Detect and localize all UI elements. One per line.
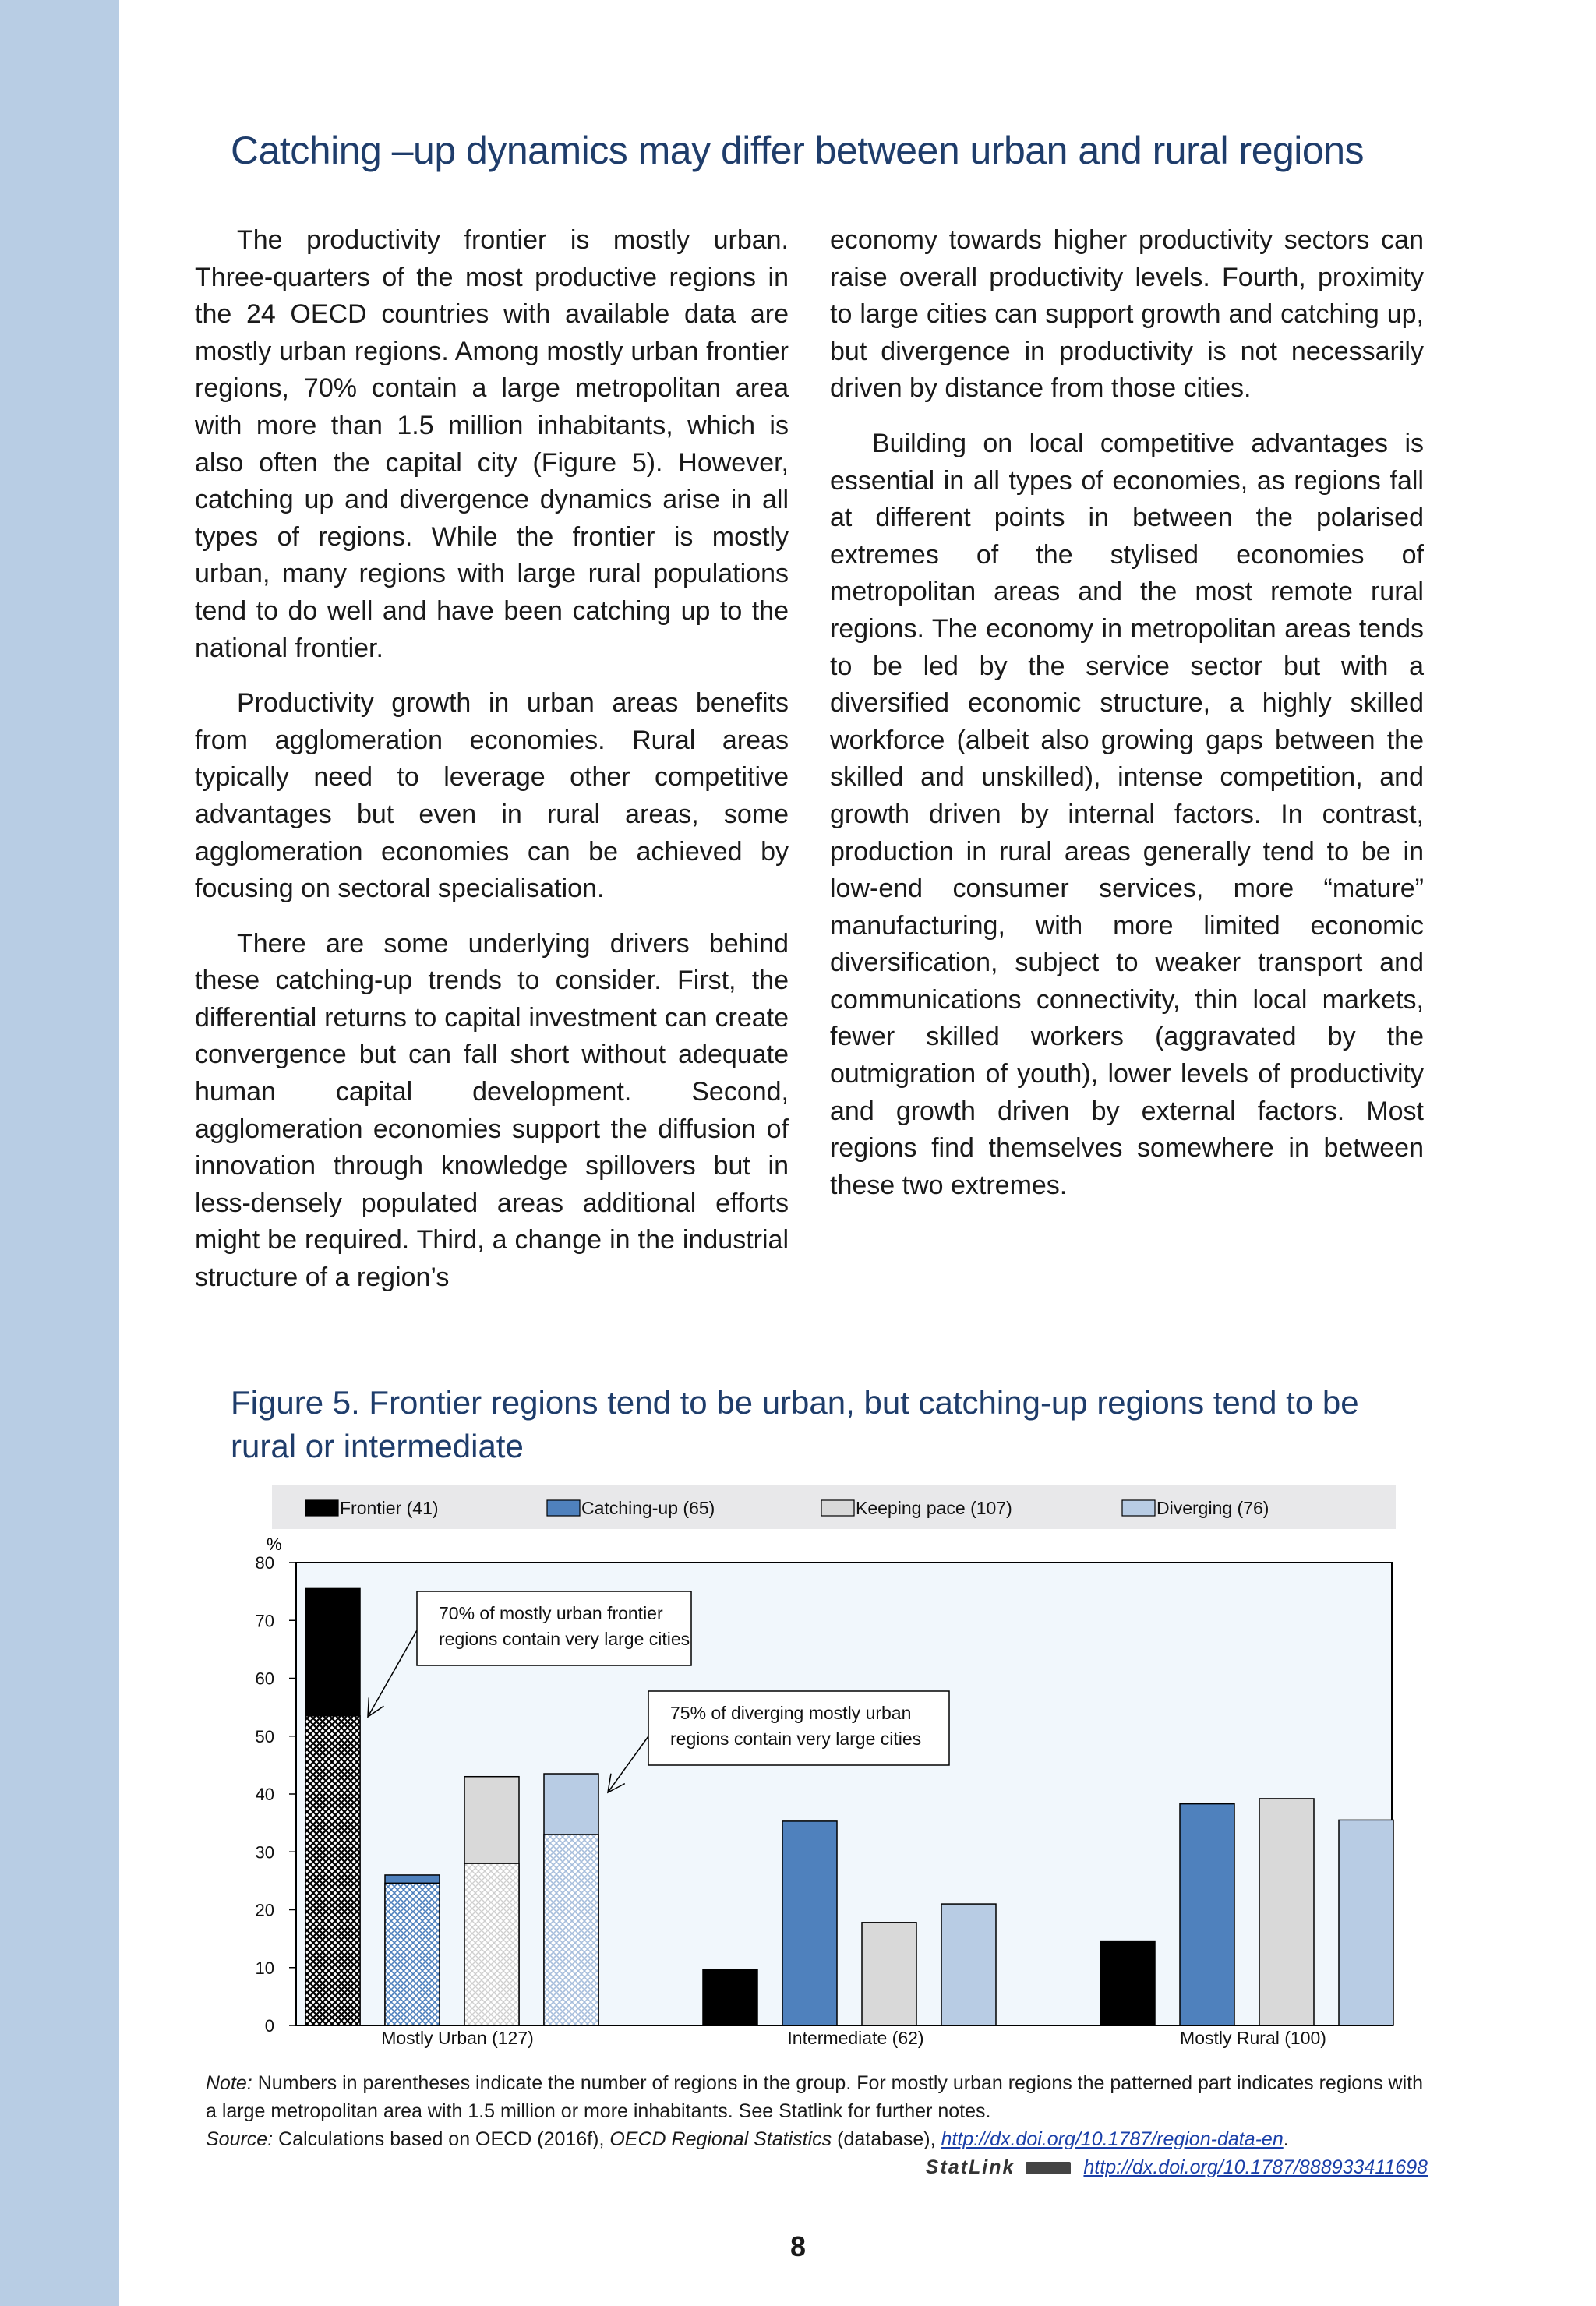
note-label: Note: — [206, 2072, 252, 2094]
legend-label: Catching-up (65) — [581, 1498, 715, 1518]
y-tick-label: 10 — [255, 1958, 274, 1978]
x-axis — [381, 2028, 1326, 2048]
legend-swatch — [305, 1500, 338, 1516]
y-tick-label: 20 — [255, 1900, 274, 1920]
source-end: . — [1283, 2128, 1289, 2150]
left-paragraph-1: The productivity frontier is mostly urban. Three-quarters of the most productive regions in the 24 OECD countries with available data are mostly urban regions. Among mostly urban frontier regions, 70% contain a large metropolitan area with more than 1.5 million inhabitants, which is also often the capital city (Figure 5). However, catching up and divergence dynamics arise in all types of regions. While the frontier is mostly urban, many regions with large rural populations tend to do well and have been catching up to the national frontier. — [195, 225, 789, 663]
y-axis-label: % — [267, 1534, 282, 1554]
legend-swatch — [821, 1500, 854, 1516]
bar — [1100, 1941, 1155, 2025]
y-tick-label: 70 — [255, 1611, 274, 1631]
left-column — [195, 222, 789, 1315]
bar-chart — [210, 1478, 1403, 2051]
bar — [782, 1821, 837, 2025]
source-database-name: OECD Regional Statistics — [609, 2128, 832, 2150]
source-label: Source: — [206, 2128, 274, 2150]
annotation-text: regions contain very large cities — [670, 1729, 922, 1749]
legend-swatch — [1122, 1500, 1155, 1516]
statlink-line — [206, 2153, 1428, 2181]
statlink-label: StatLink — [925, 2156, 1015, 2178]
right-paragraph-2: Building on local competitive advantages is essential in all types of economies, as regions fall at different points in between the polarised extremes of the stylised economies of metropolitan areas and the most remote rural regions. The economy in metropolitan areas tends to be led by the service sector but with a diversified economic structure, a highly skilled workforce (albeit also growing gaps between the skilled and unskilled), intense competition, and growth driven by internal factors. In contrast, production in rural areas generally tend to be in low-end consumer services, more “mature” manufacturing, with more limited economic diversification, subject to weaker transport and communications connectivity, thin local markets, fewer skilled workers (aggravated by the outmigration of youth), lower levels of productivity and growth driven by external factors. Most regions find themselves somewhere in between these two extremes. — [830, 428, 1424, 1200]
note-text: Numbers in parentheses indicate the number of regions in the group. For mostly urban regions the patterned part indicates regions with a large metropolitan area with 1.5 million or more inhabitants. See Statlink for further notes. — [206, 2072, 1423, 2122]
y-tick-label: 30 — [255, 1842, 274, 1863]
left-paragraph-3: There are some underlying drivers behind these catching-up trends to consider. First, the differential returns to capital investment can create convergence but can fall short without adequate human capital development. Second, agglomeration economies support the diffusion of innovation through knowledge spillovers but in less-densely populated areas additional efforts might be required. Third, a change in the industrial structure of a region’s — [195, 928, 789, 1293]
x-category-label: Mostly Urban (127) — [381, 2028, 534, 2048]
bar-large-city-part — [385, 1883, 440, 2025]
bar — [1180, 1804, 1234, 2025]
right-column — [830, 222, 1424, 1222]
legend-label: Keeping pace (107) — [856, 1498, 1012, 1518]
note-line — [206, 2069, 1437, 2125]
side-band — [0, 0, 119, 2306]
annotation-text: regions contain very large cities — [439, 1629, 690, 1649]
figure-title: Figure 5. Frontier regions tend to be urban, but catching-up regions tend to be rural or intermediate — [231, 1384, 1359, 1464]
page-number: 8 — [789, 2230, 807, 2262]
y-tick-label: 80 — [255, 1553, 274, 1573]
source-text-before: Calculations based on OECD (2016f), — [273, 2128, 610, 2150]
bar — [703, 1969, 757, 2025]
annotation-text: 75% of diverging mostly urban — [670, 1703, 912, 1723]
bar — [1259, 1799, 1314, 2025]
y-tick-label: 60 — [255, 1669, 274, 1689]
left-paragraph-2: Productivity growth in urban areas benefits from agglomeration economies. Rural areas typically need to leverage other competitive advantages but even in rural areas, some agglomeration economies can be achieved by focusing on sectoral specialisation. — [195, 688, 789, 904]
source-link[interactable]: http://dx.doi.org/10.1787/region-data-en — [941, 2128, 1284, 2150]
bar — [862, 1923, 916, 2025]
y-tick-label: 0 — [264, 2016, 274, 2036]
source-text-after: (database), — [832, 2128, 941, 2150]
legend-label: Diverging (76) — [1156, 1498, 1269, 1518]
bar — [1339, 1820, 1393, 2025]
bar-large-city-part — [544, 1835, 598, 2025]
x-category-label: Mostly Rural (100) — [1180, 2028, 1326, 2048]
bar — [941, 1904, 996, 2025]
legend-label: Frontier (41) — [340, 1498, 439, 1518]
statlink-logo-icon — [1026, 2162, 1071, 2174]
bar-large-city-part — [305, 1716, 360, 2025]
source-line — [206, 2125, 1437, 2153]
right-paragraph-1: economy towards higher productivity sectors can raise overall productivity levels. Fourth, proximity to large cities can support growth and catching up, but divergence in productivity is not necessarily driven by distance from those cities. — [830, 225, 1424, 404]
y-axis — [256, 1553, 296, 2036]
bar-large-city-part — [464, 1863, 519, 2025]
statlink-link[interactable]: http://dx.doi.org/10.1787/888933411698 — [1083, 2156, 1428, 2178]
legend-swatch — [547, 1500, 580, 1516]
y-tick-label: 50 — [255, 1726, 274, 1746]
figure-notes — [206, 2069, 1437, 2181]
y-tick-label: 40 — [255, 1785, 274, 1804]
x-category-label: Intermediate (62) — [787, 2028, 924, 2048]
page-heading: Catching –up dynamics may differ between urban and rural regions — [231, 129, 1365, 172]
annotation-text: 70% of mostly urban frontier — [439, 1603, 663, 1623]
